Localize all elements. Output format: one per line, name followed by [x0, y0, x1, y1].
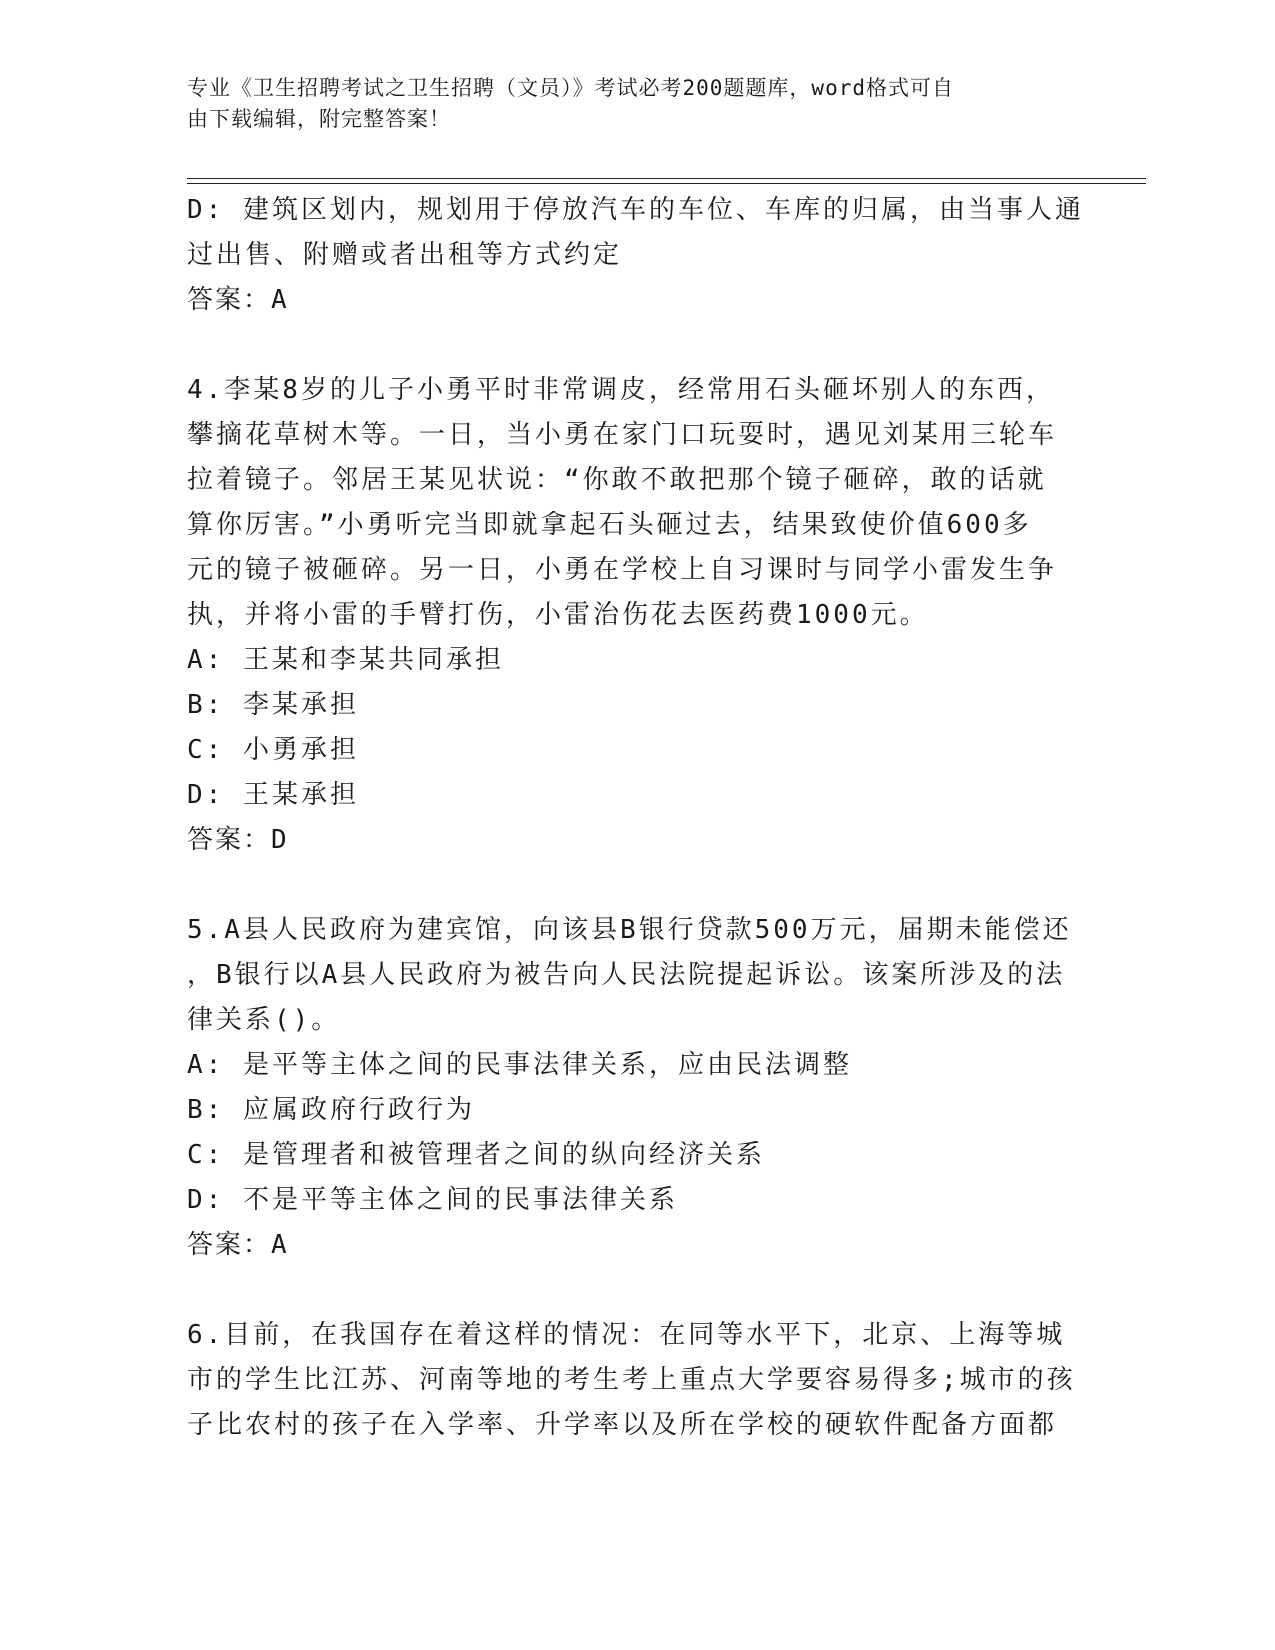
header-line-2: 由下载编辑，附完整答案！ — [187, 107, 451, 131]
q4-stem-line-2: 攀摘花草树木等。一日，当小勇在家门口玩耍时，遇见刘某用三轮车 — [187, 420, 1058, 450]
q5-option-a: A: 是平等主体之间的民事法律关系，应由民法调整 — [187, 1050, 852, 1080]
q3-option-d-line-2: 过出售、附赠或者出租等方式约定 — [187, 240, 623, 270]
spacer — [187, 323, 1087, 368]
q4-stem-line-5: 元的镜子被砸碎。另一日，小勇在学校上自习课时与同学小雷发生争 — [187, 555, 1058, 585]
header-divider-top — [187, 178, 1146, 179]
header-line-1: 专业《卫生招聘考试之卫生招聘（文员）》考试必考200题题库，word格式可自 — [187, 76, 954, 100]
q6-stem-line-3: 子比农村的孩子在入学率、升学率以及所在学校的硬软件配备方面都 — [187, 1410, 1058, 1440]
q5-stem-line-1: 5.A县人民政府为建宾馆，向该县B银行贷款500万元，届期未能偿还 — [187, 915, 1072, 945]
q5-option-c: C: 是管理者和被管理者之间的纵向经济关系 — [187, 1140, 765, 1170]
header-divider-bottom — [187, 183, 1146, 184]
q4-option-a: A: 王某和李某共同承担 — [187, 645, 504, 675]
q5-answer: 答案：A — [187, 1230, 289, 1260]
q3-option-d-line-1: D: 建筑区划内，规划用于停放汽车的车位、车库的归属，由当事人通 — [187, 195, 1084, 225]
spacer — [187, 1268, 1087, 1313]
spacer — [187, 863, 1087, 908]
q4-stem-line-6: 执，并将小雷的手臂打伤，小雷治伤花去医药费1000元。 — [187, 600, 929, 630]
q4-stem-line-4: 算你厉害。”小勇听完当即就拿起石头砸过去，结果致使价值600多 — [187, 510, 1032, 540]
q4-option-d: D: 王某承担 — [187, 780, 359, 810]
q5-stem-line-3: 律关系()。 — [187, 1005, 341, 1035]
q5-option-d: D: 不是平等主体之间的民事法律关系 — [187, 1185, 678, 1215]
q4-option-c: C: 小勇承担 — [187, 735, 359, 765]
q4-stem-line-1: 4.李某8岁的儿子小勇平时非常调皮，经常用石头砸坏别人的东西， — [187, 375, 1055, 405]
document-body — [187, 188, 1087, 1448]
q5-stem-line-2: ，B银行以A县人民政府为被告向人民法院提起诉讼。该案所涉及的法 — [187, 960, 1066, 990]
q4-answer: 答案：D — [187, 825, 289, 855]
q4-option-b: B: 李某承担 — [187, 690, 359, 720]
q6-stem-line-1: 6.目前，在我国存在着这样的情况：在同等水平下，北京、上海等城 — [187, 1320, 1066, 1350]
q4-stem-line-3: 拉着镜子。邻居王某见状说：“你敢不敢把那个镜子砸碎，敢的话就 — [187, 465, 1047, 495]
q5-option-b: B: 应属政府行政行为 — [187, 1095, 475, 1125]
document-header — [187, 73, 1067, 135]
q3-answer: 答案：A — [187, 285, 289, 315]
q6-stem-line-2: 市的学生比江苏、河南等地的考生考上重点大学要容易得多;城市的孩 — [187, 1365, 1076, 1395]
